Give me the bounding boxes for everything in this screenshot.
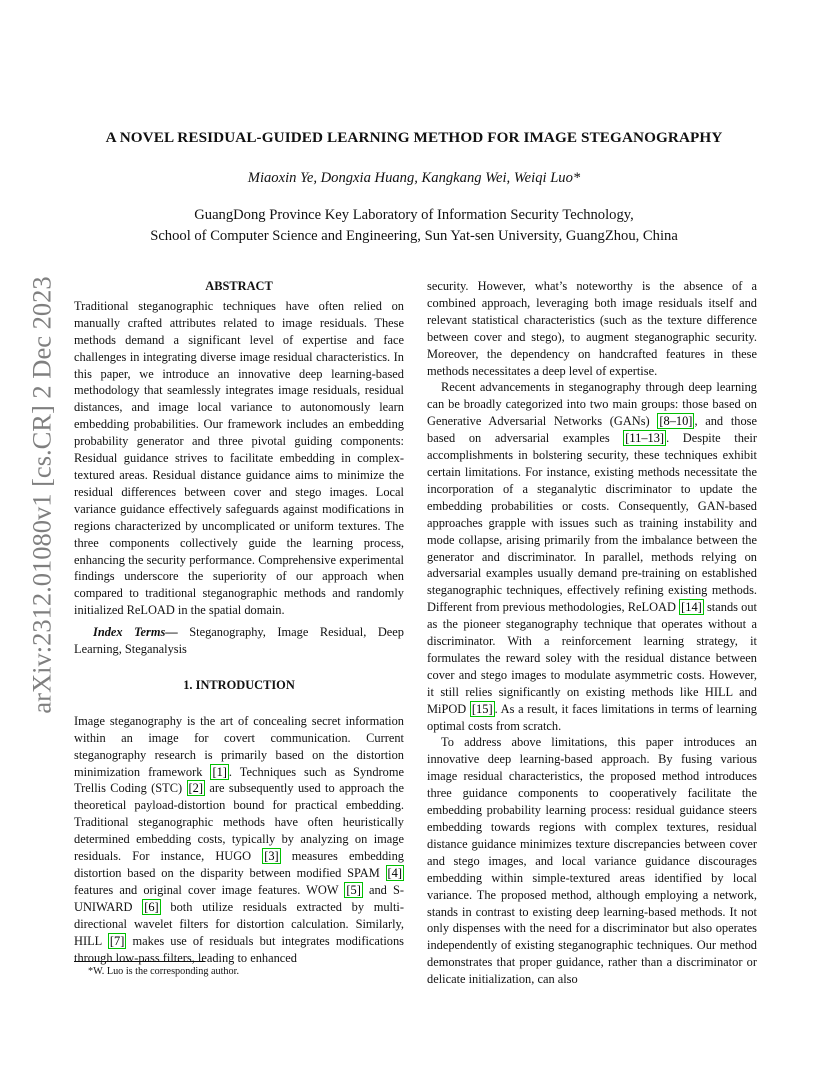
text-run: are subsequently used to approach the theoretical payload-distortion bound for practical embedding. Traditional steganographic methods have often heuristically determined embedding costs, typically by analyzing on image residuals. For instance, HUGO xyxy=(74,781,404,864)
text-run: Recent advancements in steganography through deep learning can be broadly categorized into two main groups: those based on Generative Adversarial Networks (GANs) xyxy=(427,380,757,429)
citation-link[interactable]: [14] xyxy=(681,600,702,615)
affiliation-line-2: School of Computer Science and Engineering, Sun Yat-sen University, GuangZhou, China xyxy=(150,228,678,244)
text-run: . Techniques such as Syndrome Trellis Coding (STC) xyxy=(74,764,404,796)
text-run: , and those based on adversarial examples xyxy=(427,414,757,446)
text-run: measures embedding distortion based on the disparity between modified SPAM xyxy=(74,849,404,880)
footnote: *W. Luo is the corresponding author. xyxy=(88,966,239,977)
text-run: stands out as the pioneer steganography technique that operates without a discriminator. With a reinforcement learning strategy, it formulates the reward soley with the residual distance between cover and stego images to modulate asymmetric costs. However, it still relies significantly on existing methods like HILL and MiPOD xyxy=(427,600,757,716)
abstract-text: Traditional steganographic techniques have often relied on manually crafted attributes related to image residuals. These methods demand a significant level of expertise and face challenges in integrating diverse image residual characteristics. In this paper, we introduce an innovative deep learning-based methodology that seamlessly integrates image residuals, residual distances, and image local variance to autonomously learn embedding probabilities. Our framework includes an embedding probability generator and three pivotal guiding components: Residual guidance strives to facilitate embedding in complex-textured areas. Residual distance guidance aims to minimize the residual differences between cover and stego images. Local variance guidance effectively safeguards against modifications in regions characterized by uncomplicated or uniform textures. The three components collectively guide the learning process, enhancing the security performance. Comprehensive experimental findings underscore the superiority of our approach when compared to traditional steganographic methods and randomly initialized ReLOAD in the spatial domain. xyxy=(74,298,404,618)
text-run: features and original cover image features. WOW xyxy=(74,882,345,897)
index-terms xyxy=(74,624,404,658)
index-terms-label: Index Terms— xyxy=(93,625,178,640)
intro-paragraph-2 xyxy=(427,379,757,734)
arxiv-identifier: arXiv:2312.01080v1 [cs.CR] 2 Dec 2023 xyxy=(26,276,57,714)
abstract-heading: ABSTRACT xyxy=(205,279,273,293)
affiliation-line-1: GuangDong Province Key Laboratory of Information Security Technology, xyxy=(194,207,634,223)
index-terms-text: Steganography, Image Residual, Deep Learning, Steganalysis xyxy=(74,625,404,657)
arxiv-sidebar xyxy=(22,276,62,714)
text-run: and S-UNIWARD xyxy=(74,882,404,914)
author-list: Miaoxin Ye, Dongxia Huang, Kangkang Wei, Weiqi Luo* xyxy=(247,170,581,186)
section-heading-introduction: 1. INTRODUCTION xyxy=(183,677,295,692)
left-column xyxy=(74,278,404,966)
text-run: . As a result, it faces limitations in terms of learning optimal costs from scratch. xyxy=(427,701,757,733)
intro-paragraph-3: To address above limitations, this paper introduces an innovative deep learning-based approach. By fusing various image residual characteristics, the proposed method introduces three guidance components to cooperatively facilitate the embedding probability learning process: residual guidance steers embedding towards regions with complex textures, residual distance guidance minimizes texture discrepancies between cover and stego images, and local variance guidance discourages embedding within simple-textured areas identified by local variance. The proposed method, although employing a network, stands in contrast to existing deep learning-based methods. It not only dispenses with the need for a discriminator but also operates independently of existing steganographic techniques. Our method demonstrates that proper guidance, rather than a discriminator or delicate initialization, can also xyxy=(427,735,757,987)
citation-link[interactable]: [8–10] xyxy=(659,414,693,429)
right-column xyxy=(427,278,757,988)
text-run: . Despite their accomplishments in bolstering security, these techniques exhibit certain limitations. For instance, existing methods necessitate the incorporation of a steganalytic discriminator to update the embedding probabilities or costs. Consequently, GAN-based approaches grapple with issues such as training instability and mode collapse, arising primarily from the imbalance between the generator and discriminator. In parallel, methods relying on adversarial examples usually demand pre-training on established steganographic techniques, effectively refining existing methods. Different from previous methodologies, ReLOAD xyxy=(427,431,757,615)
citation-link[interactable]: [5] xyxy=(346,882,361,897)
text-run: Image steganography is the art of concealing secret information within an image for covert communication. Current steganography research is primarily based on the distortion minimization framework xyxy=(74,713,404,779)
citation-link[interactable]: [15] xyxy=(471,701,493,716)
footnote-rule xyxy=(74,961,205,962)
citation-link[interactable]: [6] xyxy=(144,899,159,914)
intro-paragraph-1-continued: security. However, what’s noteworthy is the absence of a combined approach, leveraging both image residuals itself and relevant statistical characteristics (such as the texture difference between cover and stego), to augment steganographic security. Moreover, the dependency on handcrafted features in these methods necessitates a deep level of expertise. xyxy=(427,279,757,378)
affiliation xyxy=(0,205,828,247)
text-run: makes use of residuals but integrates modifications through low-pass filters, leading to enhanced xyxy=(74,933,404,965)
paper-title: A NOVEL RESIDUAL-GUIDED LEARNING METHOD FOR IMAGE STEGANOGRAPHY xyxy=(105,129,723,146)
citation-link[interactable]: [11–13] xyxy=(625,431,665,446)
text-run: both utilize residuals extracted by multi-directional wavelet filters for distortion calculation. Similarly, HILL xyxy=(74,899,405,948)
citation-link[interactable]: [4] xyxy=(387,866,402,880)
intro-paragraph-1 xyxy=(74,713,404,967)
citation-link[interactable]: [7] xyxy=(109,933,125,948)
citation-link[interactable]: [3] xyxy=(264,849,279,864)
citation-link[interactable]: [2] xyxy=(188,781,203,796)
citation-link[interactable]: [1] xyxy=(212,764,227,779)
